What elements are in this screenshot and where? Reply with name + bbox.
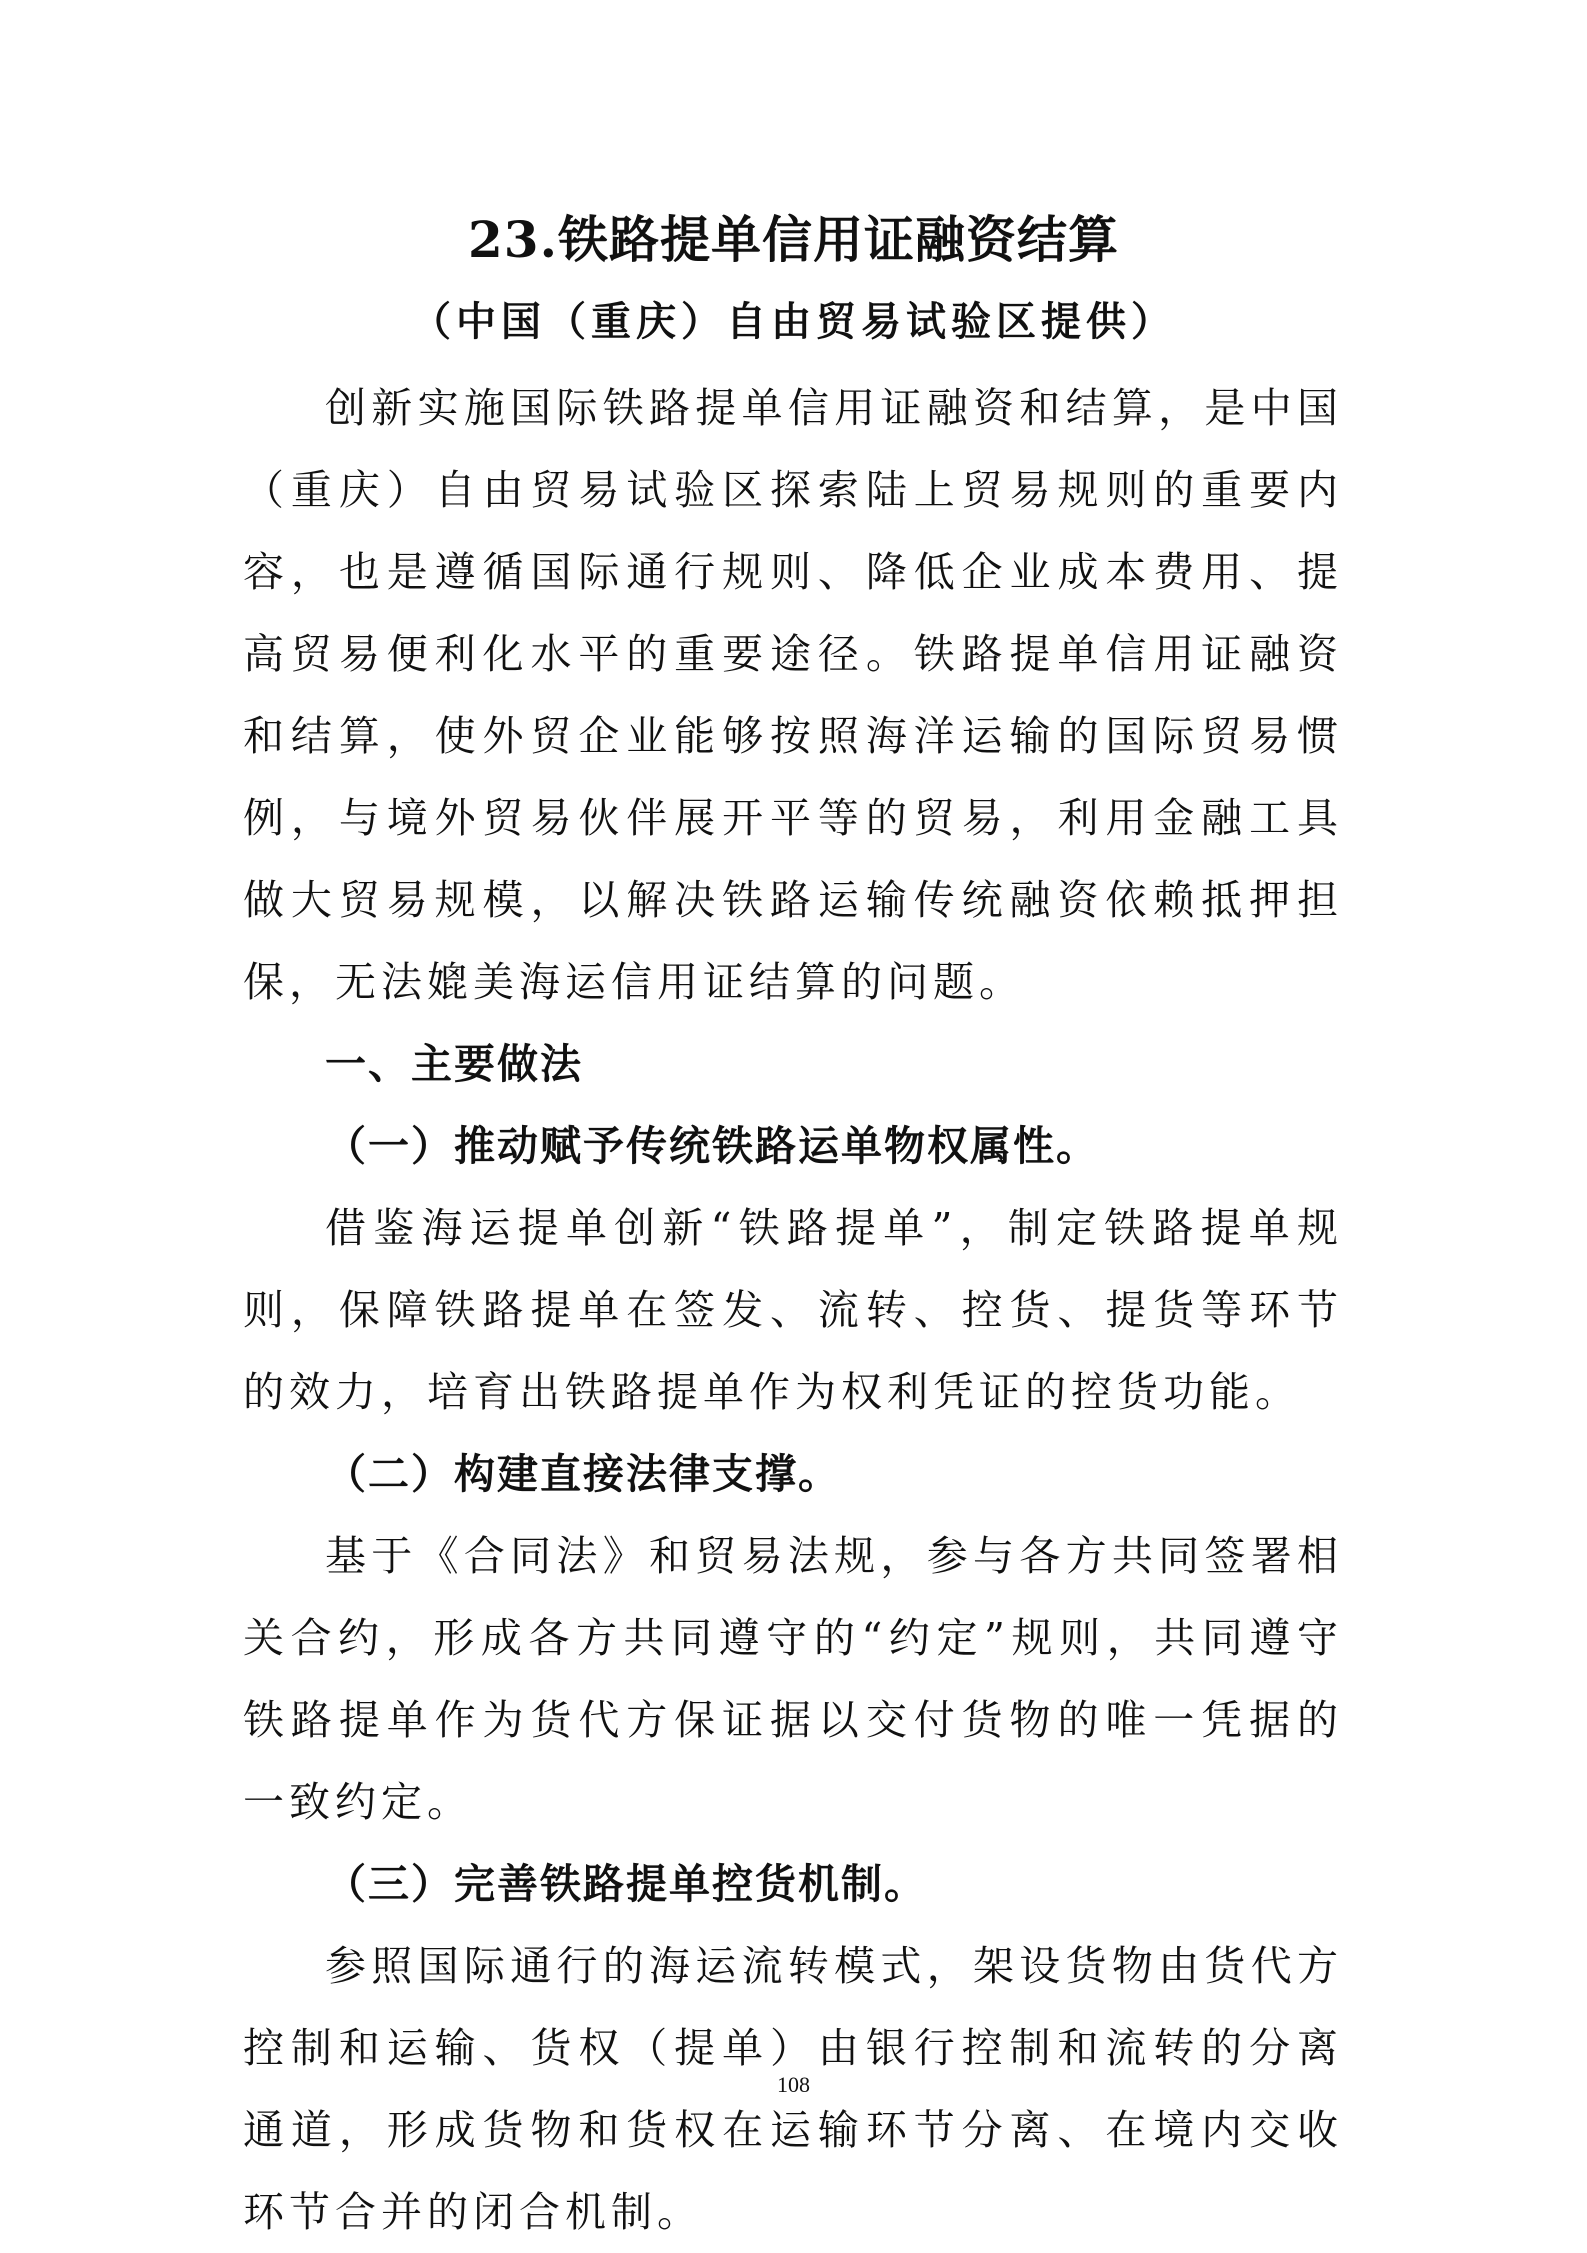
document-title: 23.铁路提单信用证融资结算 — [468, 210, 1119, 269]
section-heading: 一、主要做法 — [325, 1040, 583, 1088]
item-1-paragraph: 借鉴海运提单创新“铁路提单”，制定铁路提单规则，保障铁路提单在签发、流转、控货、提货等环节的效力，培育出铁路提单作为权利凭证的控货功能。 — [243, 1204, 1343, 1416]
page-number: 108 — [777, 2072, 810, 2097]
item-1-heading: （一）推动赋予传统铁路运单物权属性。 — [325, 1122, 1099, 1170]
document-subtitle: （中国（重庆）自由贸易试验区提供） — [411, 298, 1176, 345]
item-3-heading: （三）完善铁路提单控货机制。 — [325, 1860, 927, 1908]
item-2-heading: （二）构建直接法律支撑。 — [325, 1450, 841, 1498]
item-2-paragraph: 基于《合同法》和贸易法规，参与各方共同签署相关合约，形成各方共同遵守的“约定”规则，共同遵守铁路提单作为货代方保证据以交付货物的唯一凭据的一致约定。 — [243, 1532, 1343, 1826]
document-body — [243, 367, 1343, 2253]
intro-paragraph: 创新实施国际铁路提单信用证融资和结算，是中国（重庆）自由贸易试验区探索陆上贸易规则的重要内容，也是遵循国际通行规则、降低企业成本费用、提高贸易便利化水平的重要途径。铁路提单信用证融资和结算，使外贸企业能够按照海洋运输的国际贸易惯例，与境外贸易伙伴展开平等的贸易，利用金融工具做大贸易规模，以解决铁路运输传统融资依赖抵押担保，无法媲美海运信用证结算的问题。 — [243, 384, 1343, 1006]
item-3-paragraph: 参照国际通行的海运流转模式，架设货物由货代方控制和运输、货权（提单）由银行控制和流转的分离通道，形成货物和货权在运输环节分离、在境内交收环节合并的闭合机制。 — [243, 1942, 1343, 2236]
